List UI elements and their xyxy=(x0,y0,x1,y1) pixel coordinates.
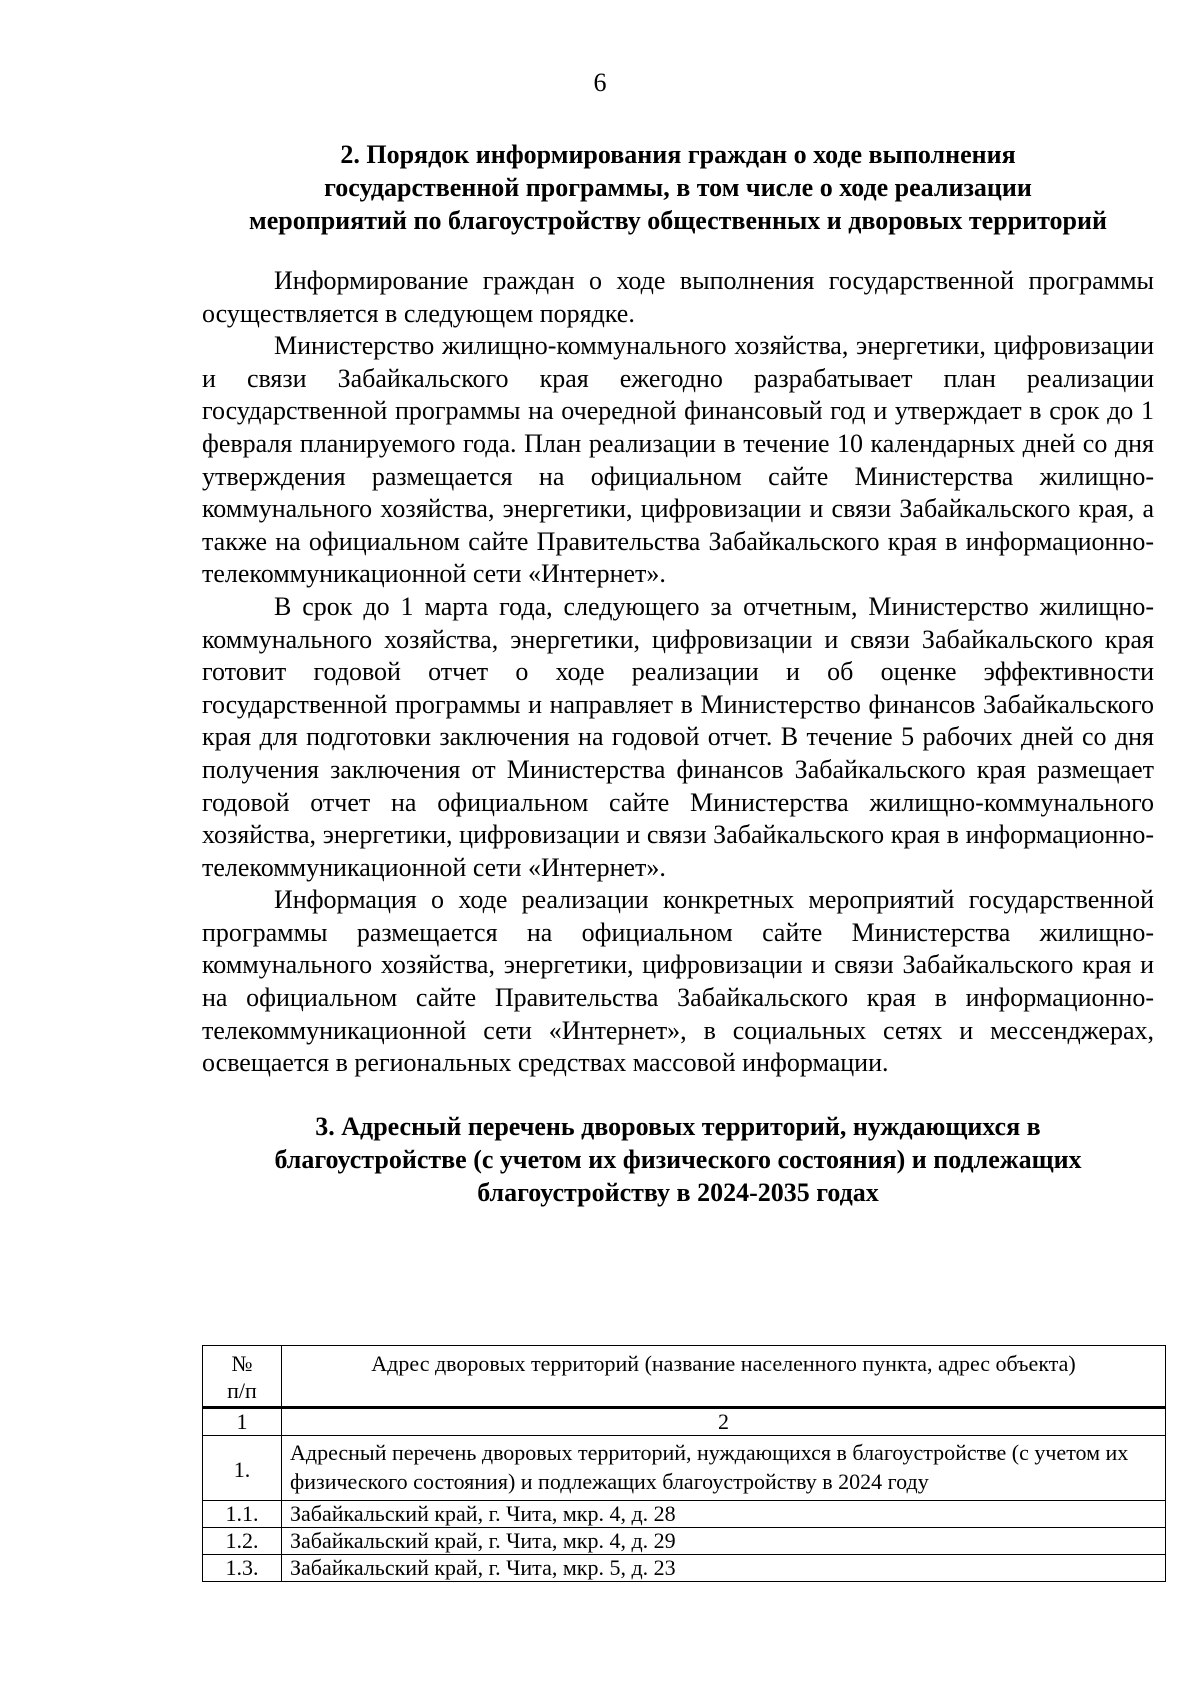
index-cell: 2 xyxy=(282,1408,1166,1436)
paragraph: Информация о ходе реализации конкретных мероприятий государственной программы размещается на официальном сайте Министерства жилищно-коммунального хозяйства, энергетики, цифровизации и связи Забайкальского края и на официальном сайте Правительства Забайкальского края в информационно-телекоммуникационной сети «Интернет», в социальных сетях и мессенджерах, освещается в региональных средствах массовой информации. xyxy=(202,885,1154,1078)
table-row xyxy=(203,1555,1166,1582)
row-number-cell: 1.2. xyxy=(203,1528,282,1555)
document-body xyxy=(202,138,1154,1209)
table-header-row xyxy=(203,1346,1166,1408)
section-3-title-line: 3. Адресный перечень дворовых территорий, нуждающихся в xyxy=(315,1111,1041,1141)
table-row xyxy=(203,1501,1166,1528)
row-address-cell: Забайкальский край, г. Чита, мкр. 5, д. 23 xyxy=(282,1555,1166,1582)
row-address-cell: Забайкальский край, г. Чита, мкр. 4, д. 28 xyxy=(282,1501,1166,1528)
section-2-title-line: 2. Порядок информирования граждан о ходе выполнения xyxy=(340,140,1016,169)
section-2-title xyxy=(202,138,1154,237)
table-group-row xyxy=(203,1436,1166,1501)
section-3-title-line: благоустройству в 2024-2035 годах xyxy=(477,1177,879,1207)
paragraph: Министерство жилищно-коммунального хозяйства, энергетики, цифровизации и связи Забайкальского края ежегодно разрабатывает план реализации государственной программы на очередной финансовый год и утверждает в срок до 1 февраля планируемого года. План реализации в течение 10 календарных дней со дня утверждения размещается на официальном сайте Министерства жилищно-коммунального хозяйства, энергетики, цифровизации и связи Забайкальского края, а также на официальном сайте Правительства Забайкальского края в информационно-телекоммуникационной сети «Интернет». xyxy=(202,331,1154,589)
section-3-title-line: благоустройстве (с учетом их физического состояния) и подлежащих xyxy=(274,1144,1082,1174)
address-table xyxy=(202,1345,1166,1582)
header-number-line: № xyxy=(231,1351,253,1376)
paragraph: В срок до 1 марта года, следующего за отчетным, Министерство жилищно-коммунального хозяйства, энергетики, цифровизации и связи Забайкальского края готовит годовой отчет о ходе реализации и об оценке эффективности государственной программы и направляет в Министерство финансов Забайкальского края для подготовки заключения на годовой отчет. В течение 5 рабочих дней со дня получения заключения от Министерства финансов Забайкальского края размещает годовой отчет на официальном сайте Министерства жилищно-коммунального хозяйства, энергетики, цифровизации и связи Забайкальского края в информационно-телекоммуникационной сети «Интернет». xyxy=(202,591,1154,882)
group-text-cell: Адресный перечень дворовых территорий, нуждающихся в благоустройстве (с учетом их физического состояния) и подлежащих благоустройству в 2024 году xyxy=(282,1436,1166,1501)
header-number-line: п/п xyxy=(227,1378,257,1403)
section-2-text xyxy=(202,265,1154,1080)
paragraph: Информирование граждан о ходе выполнения государственной программы осуществляется в следующем порядке. xyxy=(202,266,1154,328)
row-number-cell: 1.3. xyxy=(203,1555,282,1582)
header-number-cell xyxy=(203,1346,282,1408)
index-cell: 1 xyxy=(203,1408,282,1436)
row-address-cell: Забайкальский край, г. Чита, мкр. 4, д. 29 xyxy=(282,1528,1166,1555)
page-number: 6 xyxy=(593,68,607,97)
header-address-cell: Адрес дворовых территорий (название населенного пункта, адрес объекта) xyxy=(282,1346,1166,1408)
table-index-row xyxy=(203,1408,1166,1436)
group-number-cell: 1. xyxy=(203,1436,282,1501)
section-2-title-line: мероприятий по благоустройству общественных и дворовых территорий xyxy=(249,206,1107,235)
section-3-title xyxy=(202,1110,1154,1209)
table-row xyxy=(203,1528,1166,1555)
section-2-title-line: государственной программы, в том числе о ходе реализации xyxy=(324,173,1032,202)
row-number-cell: 1.1. xyxy=(203,1501,282,1528)
